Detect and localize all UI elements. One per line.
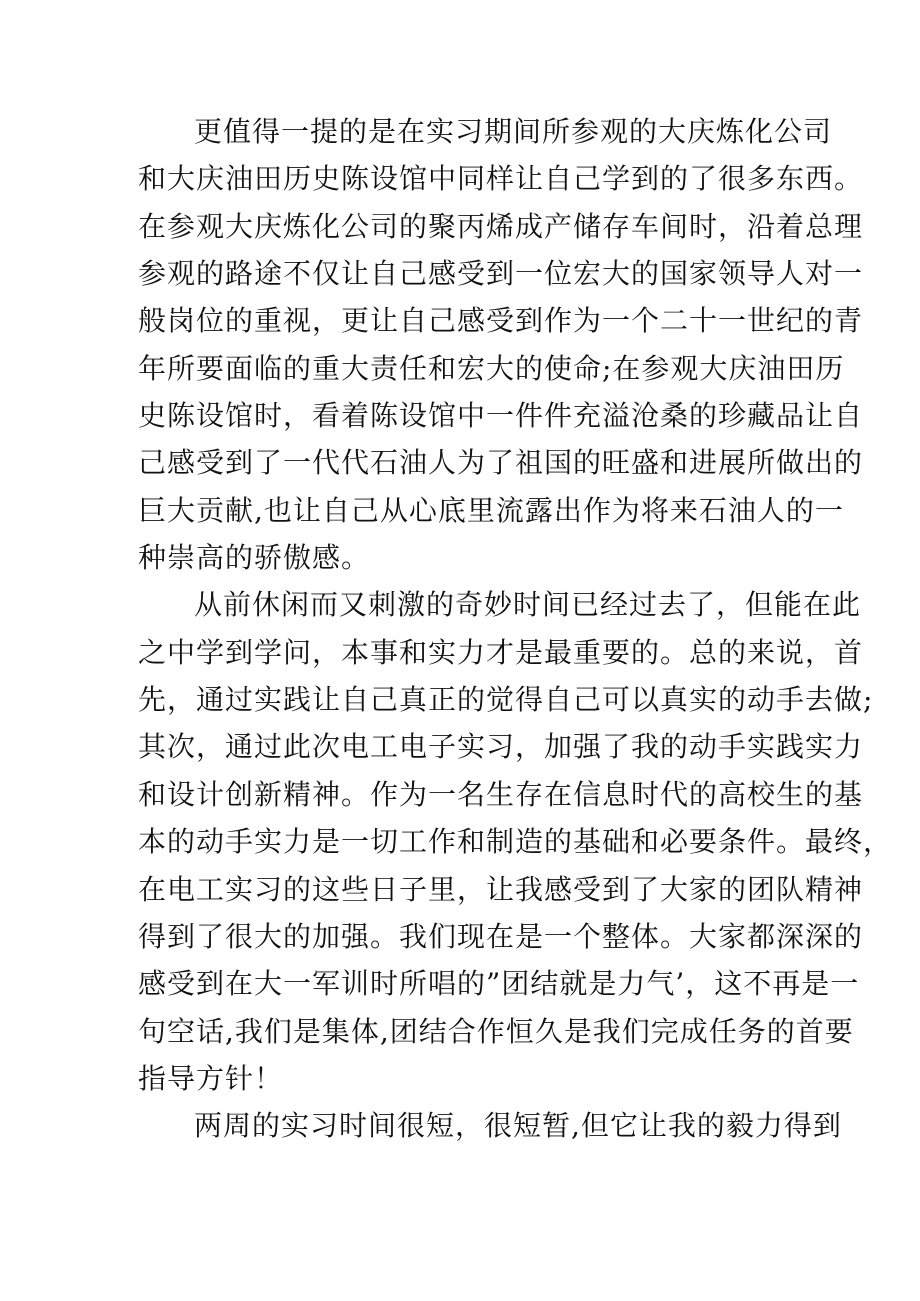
text-line: 参观的路途不仅让自己感受到一位宏大的国家领导人对一 [138,257,864,291]
paragraph-summary [138,581,893,1102]
text-line: 其次，通过此次电工电子实习，加强了我的动手实践实力 [138,730,864,764]
text-line: 和大庆油田历史陈设馆中同样让自己学到的了很多东西。 [138,162,864,196]
text-line: 本的动手实力是一切工作和制造的基础和必要条件。最终， [138,825,893,859]
text-line: 句空话,我们是集体,团结合作恒久是我们完成任务的首要 [138,1014,854,1048]
text-line: 感受到在大一军训时所唱的”团结就是力气’，这不再是一 [138,967,860,1001]
text-line: 在参观大庆炼化公司的聚丙烯成产储存车间时，沿着总理 [138,209,864,243]
text-line: 先，通过实践让自己真正的觉得自己可以真实的动手去做; [138,683,874,717]
text-line: 年所要面临的重大责任和宏大的使命;在参观大庆油田历 [138,351,845,385]
document-body [138,108,893,1150]
text-line: 更值得一提的是在实习期间所参观的大庆炼化公司 [194,115,833,148]
text-line: 般岗位的重视，更让自己感受到作为一个二十一世纪的青 [138,304,864,338]
paragraph-two-weeks [138,1102,842,1149]
text-line: 指导方针！ [138,1061,284,1095]
text-line: 从前休闲而又刺激的奇妙时间已经过去了，但能在此 [194,588,862,622]
text-line: 得到了很大的加强。我们现在是一个整体。大家都深深的 [138,919,864,953]
text-line: 之中学到学问，本事和实力才是最重要的。总的来说，首 [138,635,864,669]
text-line: 己感受到了一代代石油人为了祖国的旺盛和进展所做出的 [138,446,864,480]
text-line: 和设计创新精神。作为一名生存在信息时代的高校生的基 [138,777,864,811]
text-line: 巨大贡献,也让自己从心底里流露出作为将来石油人的一 [138,493,844,527]
text-line: 种崇高的骄傲感。 [138,541,371,575]
text-line: 史陈设馆时，看着陈设馆中一件件充溢沧桑的珍藏品让自 [138,399,864,433]
text-line: 在电工实习的这些日子里，让我感受到了大家的团队精神 [138,872,864,906]
text-line: 两周的实习时间很短，很短暂,但它让我的毅力得到 [194,1109,842,1143]
paragraph-internship-visits [138,108,864,581]
